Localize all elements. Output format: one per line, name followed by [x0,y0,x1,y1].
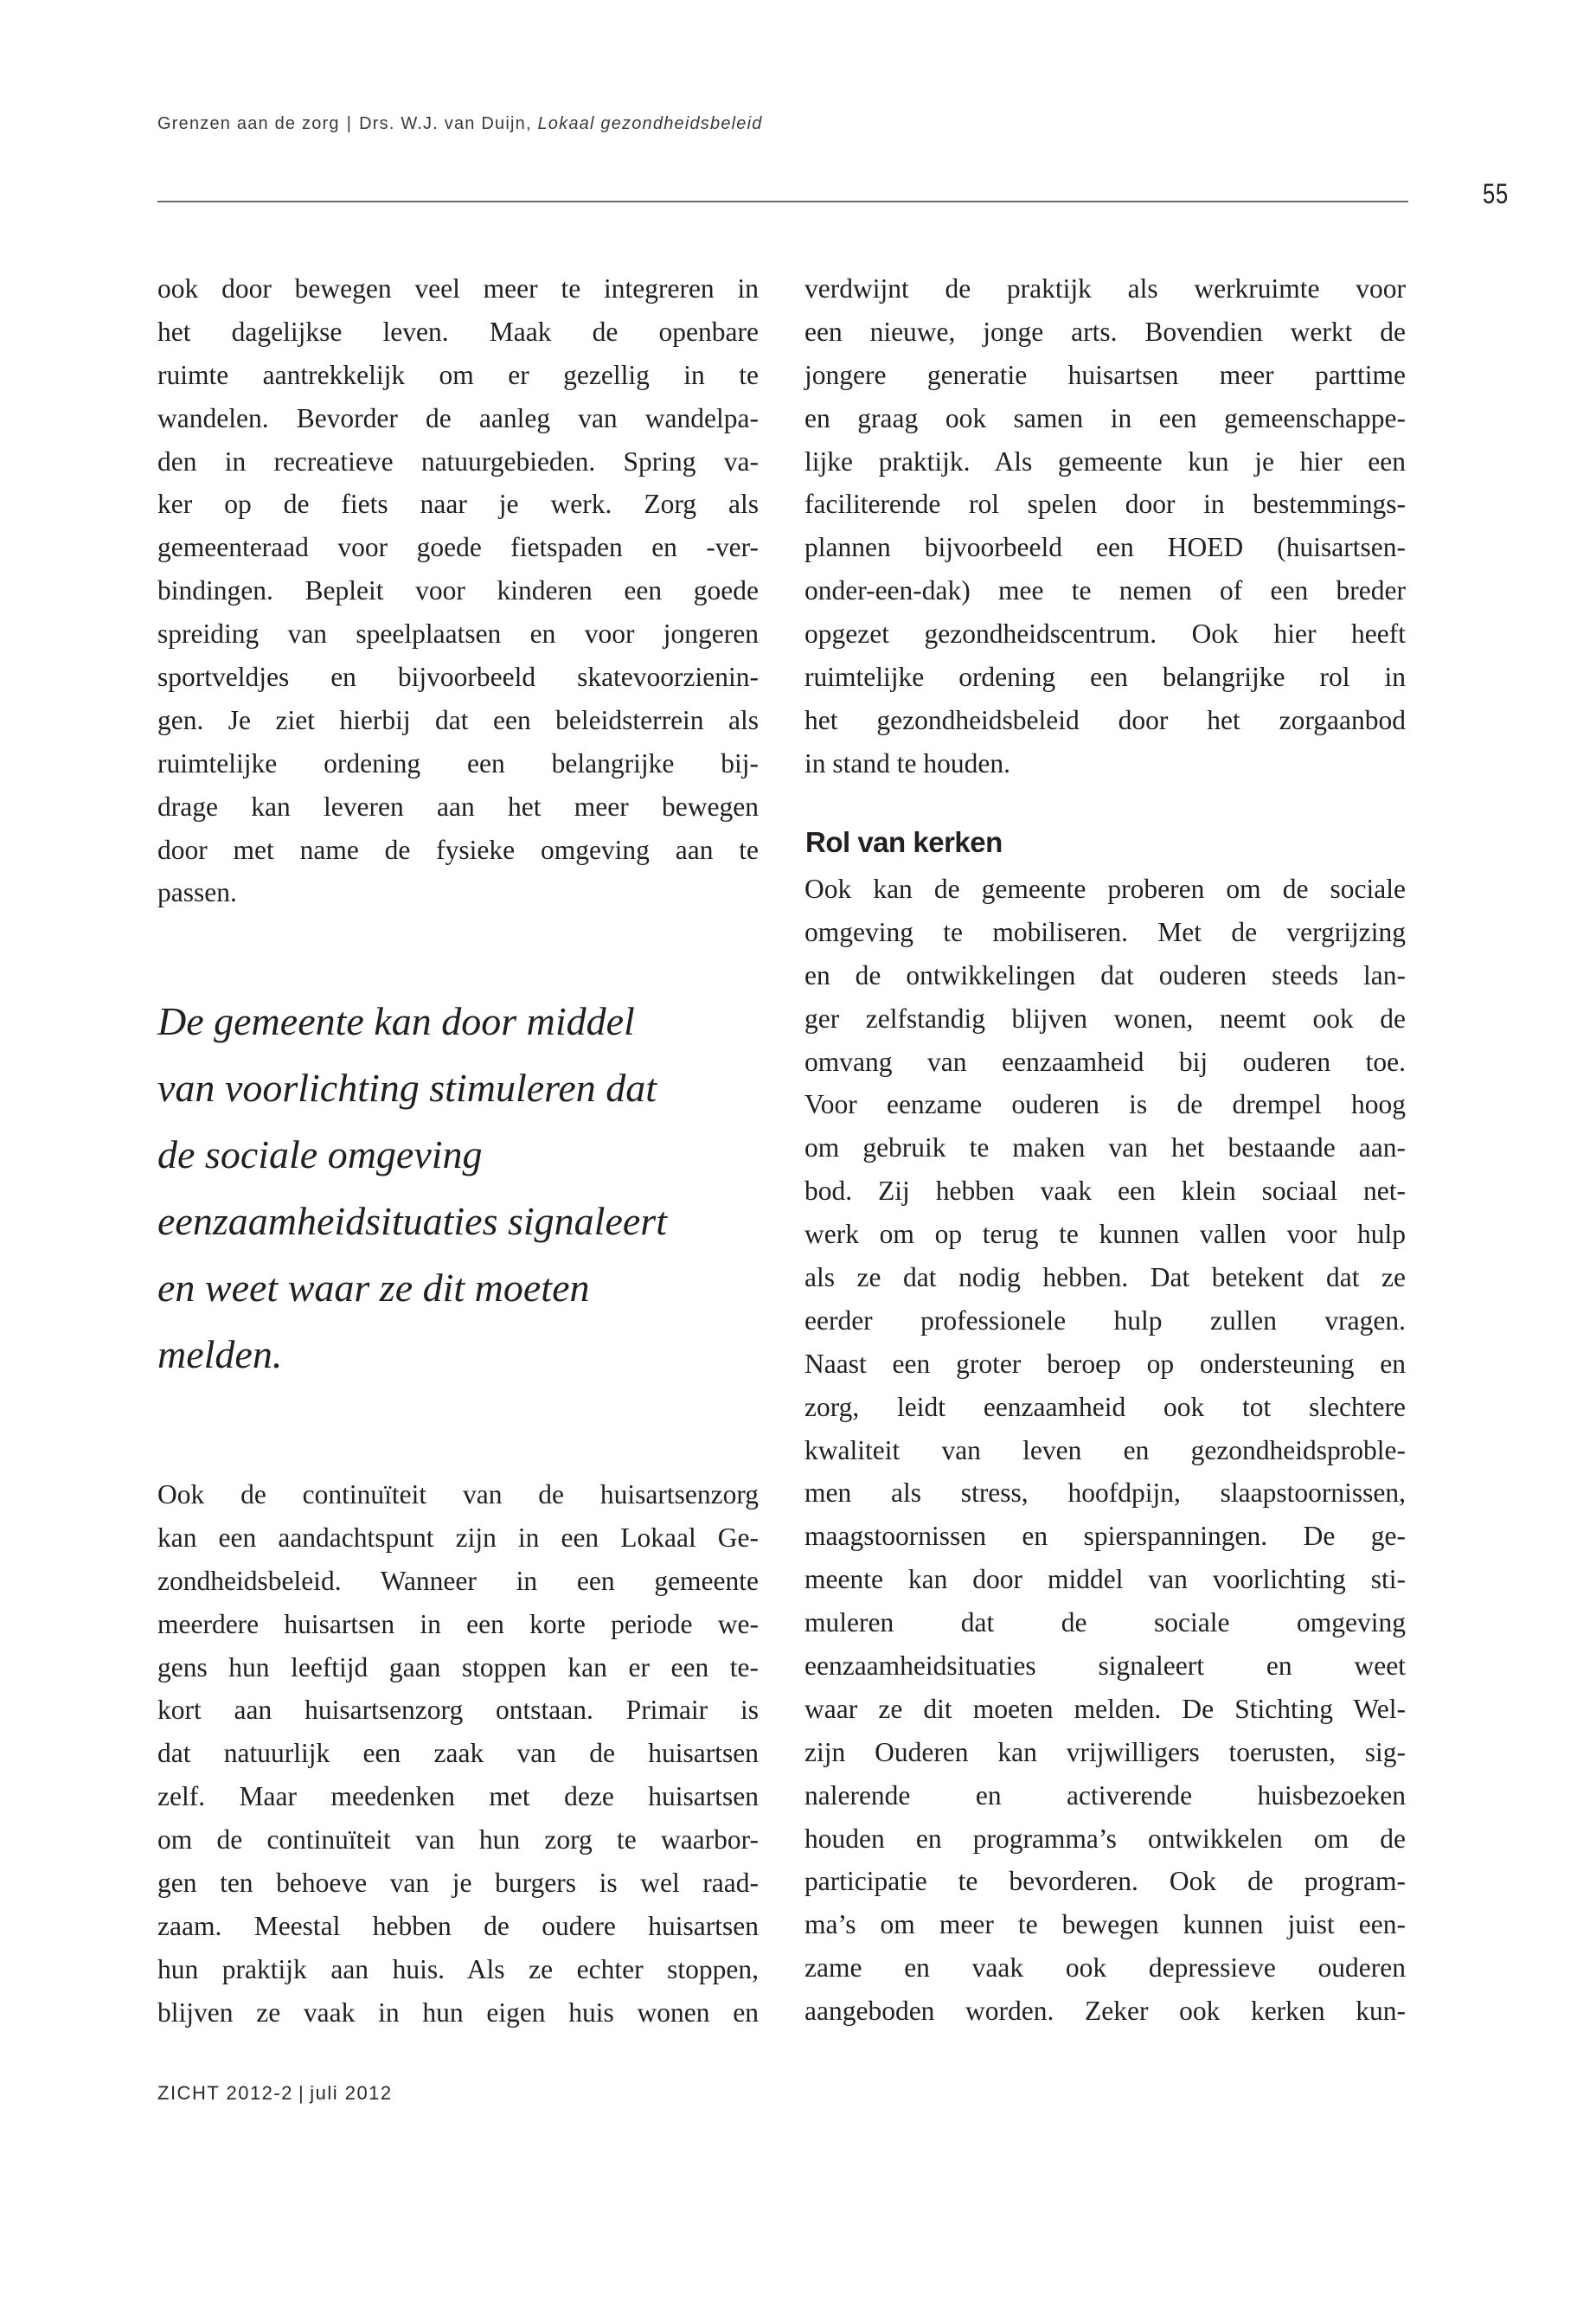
text-line: participatie te bevorderen. Ook de program- [804,1866,1406,1897]
text-line: om gebruik te maken van het bestaande aan- [804,1132,1406,1163]
running-head-article-title: Lokaal gezondheidsbeleid [537,114,763,133]
text-line: Ook kan de gemeente proberen om de sociale [804,874,1406,904]
running-head-section: Grenzen aan de zorg [157,114,340,133]
text-line: om de continuïteit van hun zorg te waarbor- [157,1824,759,1856]
text-line: faciliterende rol spelen door in bestemmings- [804,489,1406,520]
pull-quote [157,988,780,1388]
text-line: jongere generatie huisartsen meer parttime [804,359,1406,390]
text-line: het dagelijkse leven. Maak de openbare [157,316,759,347]
text-line: houden en programma’s ontwikkelen om de [804,1823,1406,1854]
running-head [157,114,763,134]
text-line: ma’s om meer te bewegen kunnen juist een- [804,1909,1406,1940]
text-line: lijke praktijk. Als gemeente kun je hier een [804,445,1406,477]
section-heading: Rol van kerken [805,826,1003,858]
text-line: den in recreatieve natuurgebieden. Spring va- [157,445,759,477]
text-line: ker op de fiets naar je werk. Zorg als [157,489,759,520]
text-line: meente kan door middel van voorlichting sti- [804,1564,1406,1595]
text-line: waar ze dit moeten melden. De Stichting Wel- [804,1693,1406,1724]
text-line: sportveldjes en bijvoorbeeld skatevoorzienin- [157,662,759,693]
footer-separator: | [298,2082,305,2104]
text-line: Ook de continuïteit van de huisartsenzorg [157,1479,759,1509]
left-column-paragraph-2 [157,1473,759,2035]
text-line: een nieuwe, jonge arts. Bovendien werkt de [804,316,1406,347]
text-line: kort aan huisartsenzorg ontstaan. Primair is [157,1695,759,1726]
text-line: passen. [157,877,237,908]
text-line: zorg, leidt eenzaamheid ook tot slechtere [804,1391,1406,1422]
text-line: kan een aandachtspunt zijn in een Lokaal Ge- [157,1522,759,1553]
text-line: spreiding van speelplaatsen en voor jongeren [157,619,759,650]
text-line: eerder professionele hulp zullen vragen. [804,1304,1406,1336]
text-line: onder-een-dak) mee te nemen of een breder [804,575,1406,606]
left-column-paragraph-1 [157,267,759,914]
text-line: wandelen. Bevorder de aanleg van wandelpa- [157,402,759,433]
pull-quote-line: melden. [157,1332,283,1376]
text-line: omvang van eenzaamheid bij ouderen toe. [804,1046,1406,1077]
text-line: zelf. Maar meedenken met deze huisartsen [157,1781,759,1812]
text-line: gen ten behoeve van je burgers is wel raad- [157,1868,759,1899]
right-column-paragraph-2 [804,868,1406,2033]
text-line: zaam. Meestal hebben de oudere huisartsen [157,1910,759,1941]
text-line: als ze dat nodig hebben. Dat betekent dat ze [804,1262,1406,1293]
text-line: ger zelfstandig blijven wonen, neemt ook de [804,1003,1406,1034]
text-line: gen. Je ziet hierbij dat een beleidsterrein als [157,704,759,735]
text-line: verdwijnt de praktijk als werkruimte voor [804,273,1406,304]
pull-quote-line: en weet waar ze dit moeten [157,1266,590,1310]
header-rule [157,201,1408,202]
footer-publication: ZICHT 2012-2 [157,2082,293,2104]
text-line: drage kan leveren aan het meer bewegen [157,791,759,822]
text-line: blijven ze vaak in hun eigen huis wonen en [157,1997,759,2028]
text-line: plannen bijvoorbeeld een HOED (huisartsen- [804,532,1406,563]
footer-date: juli 2012 [310,2082,393,2104]
text-line: bod. Zij hebben vaak een klein sociaal net- [804,1176,1406,1207]
text-line: ruimtelijke ordening een belangrijke rol in [804,662,1406,693]
text-line: kwaliteit van leven en gezondheidsproble- [804,1434,1406,1465]
pull-quote-line: De gemeente kan door middel [157,999,635,1043]
text-line: zondheidsbeleid. Wanneer in een gemeente [157,1565,759,1596]
text-line: nalerende en activerende huisbezoeken [804,1779,1406,1811]
text-line: eenzaamheidsituaties signaleert en weet [804,1650,1406,1682]
text-line: hun praktijk aan huis. Als ze echter stoppen, [157,1953,759,1984]
text-line: meerdere huisartsen in een korte periode we- [157,1608,759,1639]
text-line: en graag ook samen in een gemeenschappe- [804,402,1406,433]
text-line: ook door bewegen veel meer te integreren in [157,273,759,304]
text-line: gemeenteraad voor goede fietspaden en -ver- [157,532,759,563]
page-number: 55 [1483,178,1509,209]
text-line: ruimte aantrekkelijk om er gezellig in te [157,359,759,390]
text-line: in stand te houden. [804,747,1010,779]
text-line: ruimtelijke ordening een belangrijke bij- [157,747,759,779]
pull-quote-line: de sociale omgeving [157,1132,483,1176]
running-head-author: Drs. W.J. van Duijn, [359,114,532,133]
text-line: aangeboden worden. Zeker ook kerken kun- [804,1996,1406,2027]
text-line: muleren dat de sociale omgeving [804,1607,1406,1638]
text-line: zijn Ouderen kan vrijwilligers toerusten, sig- [804,1736,1406,1767]
text-line: en de ontwikkelingen dat ouderen steeds lan- [804,959,1406,990]
text-line: opgezet gezondheidscentrum. Ook hier heeft [804,619,1406,650]
text-line: omgeving te mobiliseren. Met de vergrijzing [804,916,1406,947]
text-line: maagstoornissen en spierspanningen. De ge- [804,1521,1406,1552]
text-line: dat natuurlijk een zaak van de huisartsen [157,1738,759,1769]
text-line: het gezondheidsbeleid door het zorgaanbod [804,704,1406,735]
text-line: werk om op terug te kunnen vallen voor hulp [804,1219,1406,1250]
text-line: bindingen. Bepleit voor kinderen een goede [157,575,759,606]
text-line: zame en vaak ook depressieve ouderen [804,1952,1406,1984]
pull-quote-line: van voorlichting stimuleren dat [157,1066,657,1110]
text-line: door met name de fysieke omgeving aan te [157,834,759,865]
text-line: gens hun leeftijd gaan stoppen kan er een te- [157,1651,759,1682]
text-line: Naast een groter beroep op ondersteuning en [804,1348,1406,1379]
running-head-separator: | [346,114,353,133]
text-line: men als stress, hoofdpijn, slaapstoornissen, [804,1477,1406,1509]
text-line: Voor eenzame ouderen is de drempel hoog [804,1089,1406,1120]
pull-quote-line: eenzaamheidsituaties signaleert [157,1199,667,1243]
page-footer [157,2082,393,2105]
right-column-paragraph-1 [804,267,1406,785]
